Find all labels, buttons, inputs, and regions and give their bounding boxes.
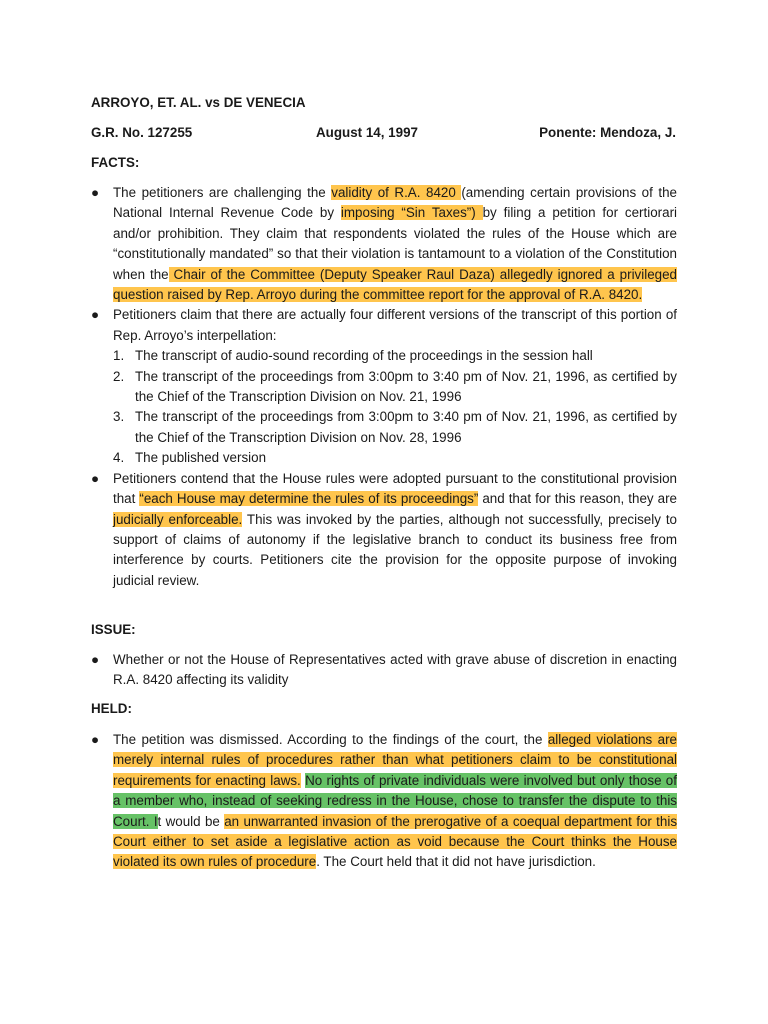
- held-list: [91, 730, 677, 873]
- held-heading: HELD:: [91, 701, 132, 716]
- version-text: The transcript of the proceedings from 3:00pm to 3:40 pm of Nov. 21, 1996, as certified by the Chief of the Transcription Division on Nov. 28, 1996: [135, 409, 677, 445]
- highlight-orange: imposing “Sin Taxes”): [340, 205, 483, 221]
- case-title: ARROYO, ET. AL. vs DE VENECIA: [91, 95, 306, 110]
- ponente: Ponente: Mendoza, J.: [539, 125, 676, 140]
- transcript-versions-list: [113, 346, 677, 468]
- gr-number: G.R. No. 127255: [91, 125, 193, 140]
- decision-date: August 14, 1997: [316, 125, 418, 140]
- highlight-orange: alleged violations are merely internal rules of procedures rather than what petitioners claim to be constitutional requirements for enacting laws.: [113, 732, 678, 788]
- bullet-icon: ●: [91, 652, 100, 667]
- version-item: 3. The transcript of the proceedings from 3:00pm to 3:40 pm of Nov. 21, 1996, as certified by the Chief of the Transcription Division on Nov. 28, 1996: [113, 409, 677, 445]
- issue-item: [91, 650, 677, 691]
- bullet-icon: ●: [91, 185, 100, 200]
- case-info-line: [91, 125, 676, 145]
- highlight-orange: “each House may determine the rules of its proceedings”: [139, 491, 479, 507]
- bullet-icon: ●: [91, 307, 100, 323]
- version-text: The transcript of audio-sound recording of the proceedings in the session hall: [135, 348, 593, 364]
- text-run: and that for this reason, they are: [478, 491, 677, 507]
- highlight-orange: judicially enforceable.: [113, 511, 243, 527]
- text-run: (amending certain provisions of the National Internal Revenue Code by: [113, 185, 677, 221]
- highlight-orange: Chair of the Committee (Deputy Speaker Raul Daza) allegedly ignored a privileged question raised by Rep. Arroyo during the committee report for the approval of R.A. 8420.: [113, 266, 677, 303]
- text-run: The petitioners are challenging the: [113, 185, 332, 200]
- highlight-green: No rights of private individuals were involved but only those of a member who, instead of seeking redress in the House, chose to transfer the dispute to this Court. I: [113, 772, 677, 829]
- text-run: The petition was dismissed. According to the findings of the court, the: [113, 732, 548, 747]
- version-item: 4. The published version: [113, 450, 267, 466]
- bullet-icon: ●: [91, 470, 100, 486]
- issue-list: [91, 650, 677, 691]
- text-run: This was invoked by the parties, although not successfully, precisely to support of claims of autonomy if the legislative branch to conduct its business free from interference by courts. Petitioners cite the provision for the opposite purpose of invoking judicial review.: [113, 511, 677, 588]
- version-item: 2. The transcript of the proceedings from 3:00pm to 3:40 pm of Nov. 21, 1996, as certified by the Chief of the Transcription Division on Nov. 21, 1996: [113, 368, 677, 405]
- text-run: Whether or not the House of Representatives acted with grave abuse of discretion in enacting R.A. 8420 affecting its validity: [113, 652, 677, 688]
- highlight-orange: an unwarranted invasion of the prerogative of a coequal department for this Court either to set aside a legislative action as void because the Court thinks the House violated its own rules of procedure: [113, 813, 678, 870]
- facts-list: [91, 183, 677, 591]
- bullet-icon: ●: [91, 732, 100, 747]
- facts-item: [91, 469, 677, 591]
- facts-item: [91, 183, 677, 305]
- version-text: The published version: [135, 450, 267, 466]
- issue-heading: ISSUE:: [91, 622, 136, 637]
- version-item: 1. The transcript of audio-sound recording of the proceedings in the session hall: [113, 348, 593, 364]
- version-text: The transcript of the proceedings from 3:00pm to 3:40 pm of Nov. 21, 1996, as certified by the Chief of the Transcription Division on Nov. 21, 1996: [135, 368, 677, 405]
- text-run: by filing a petition for certiorari and/or prohibition. They claim that respondents violated the rules of the House which are “constitutionally mandated” so that their violation is tantamount to a violation of the Constitution when the: [113, 205, 678, 282]
- text-run: . The Court held that it did not have jurisdiction.: [316, 854, 596, 870]
- text-run: t would be: [157, 813, 225, 829]
- text-run: Petitioners claim that there are actually four different versions of the transcript of this portion of Rep. Arroyo’s interpellation:: [113, 307, 677, 343]
- highlight-orange: validity of R.A. 8420: [331, 185, 462, 200]
- facts-item: [91, 305, 677, 468]
- facts-heading: FACTS:: [91, 155, 140, 170]
- text-run: Petitioners contend that the House rules were adopted pursuant to the constitutional provision that: [113, 470, 677, 507]
- held-item: [91, 730, 677, 873]
